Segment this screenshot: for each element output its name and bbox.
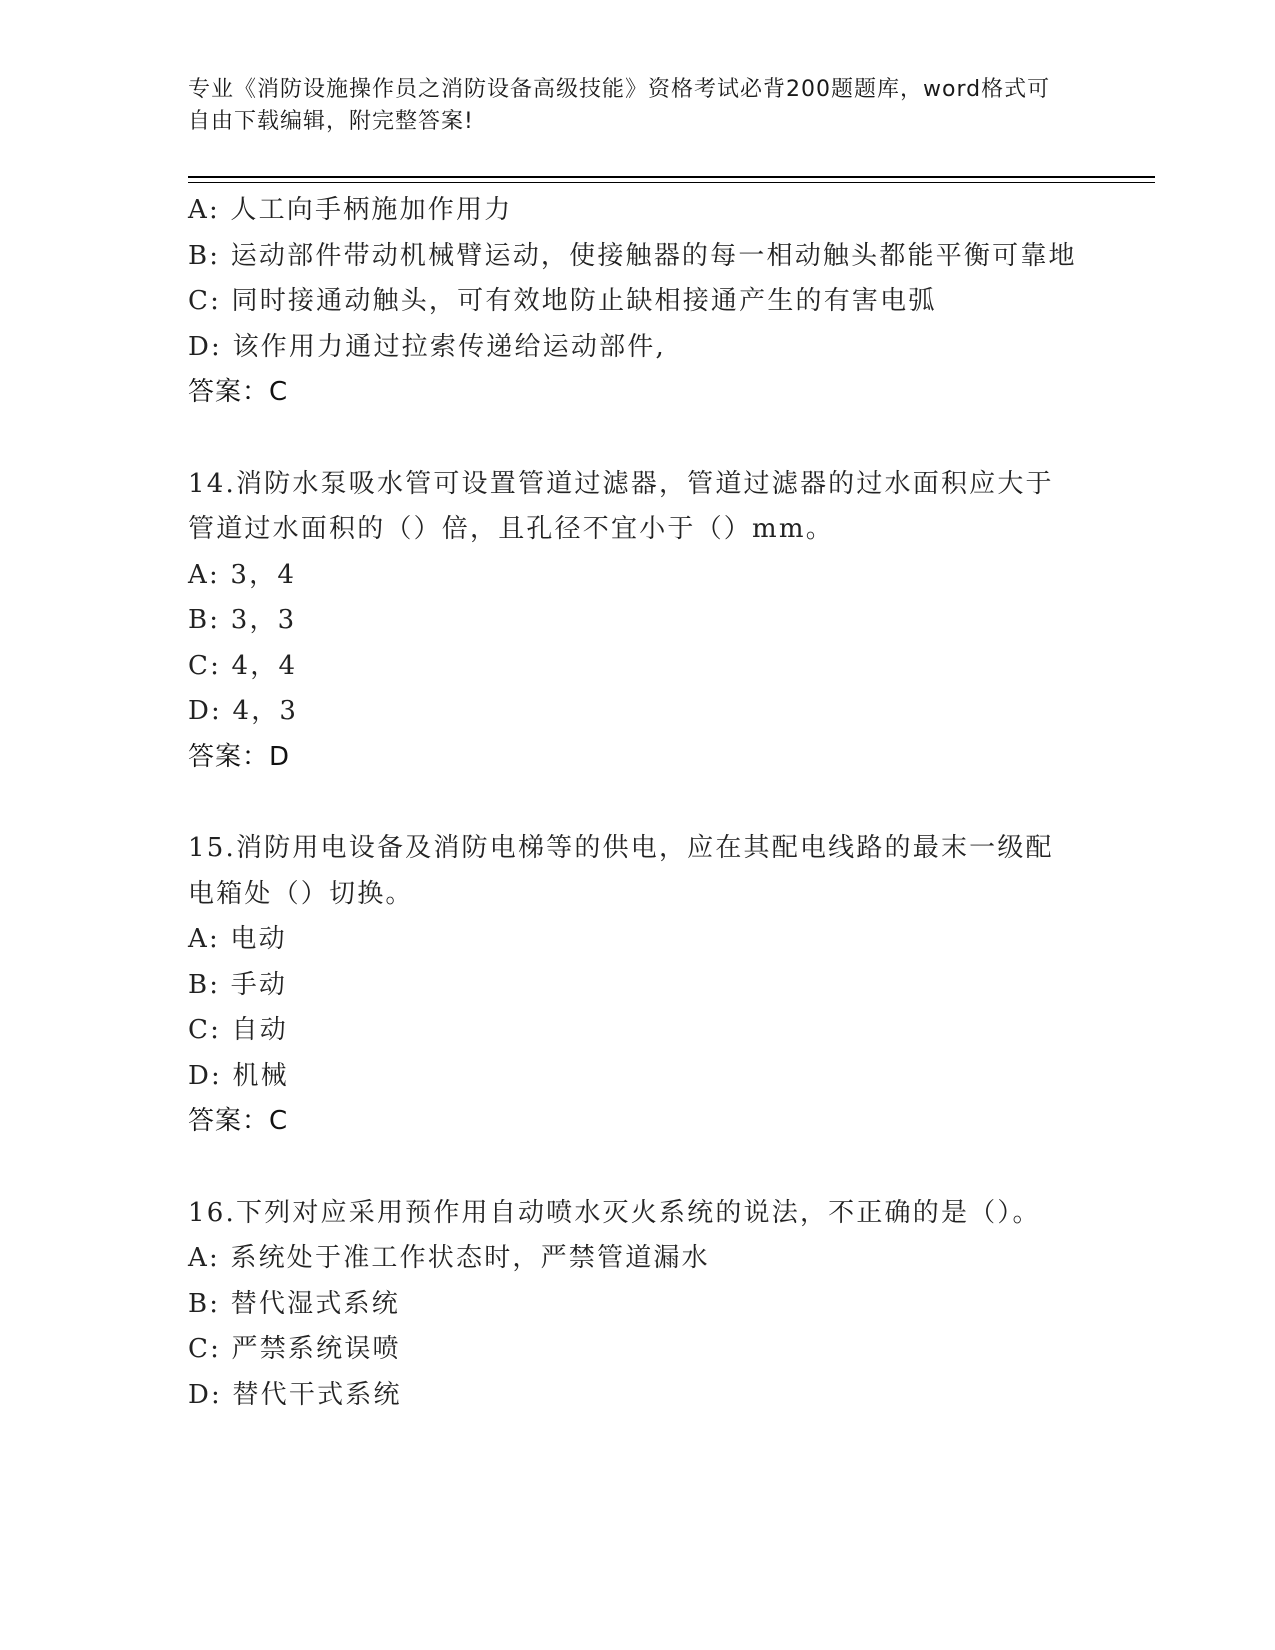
option-c: C: 同时接通动触头，可有效地防止缺相接通产生的有害电弧 [188, 286, 937, 316]
option-b: B: 替代湿式系统 [188, 1288, 400, 1319]
spacer [188, 1145, 1088, 1191]
question-16 [188, 1191, 1088, 1419]
option-d: D: 机械 [188, 1060, 289, 1091]
option-c: C: 4，4 [188, 650, 298, 681]
option-d: D: 替代干式系统 [188, 1379, 402, 1410]
header-divider-thin [188, 182, 1155, 183]
option-a: A: 电动 [188, 924, 287, 954]
option-b: B: 3，3 [188, 605, 297, 635]
answer: 答案：C [188, 377, 289, 407]
spacer [188, 780, 1088, 826]
question-14 [188, 462, 1088, 781]
option-a: A: 系统处于准工作状态时，严禁管道漏水 [188, 1243, 710, 1273]
option-a: A: 人工向手柄施加作用力 [188, 195, 513, 225]
option-a: A: 3，4 [188, 559, 297, 590]
question-15 [188, 826, 1088, 1145]
answer: 答案：D [188, 741, 291, 772]
option-d: D: 4，3 [188, 696, 299, 726]
question-stem: 16.下列对应采用预作用自动喷水灭火系统的说法，不正确的是（）。 [188, 1197, 1041, 1228]
header-divider-thick [188, 176, 1155, 178]
question-13 [188, 188, 1088, 416]
option-b: B: 手动 [188, 969, 288, 1000]
spacer [188, 416, 1088, 462]
question-list [188, 188, 1088, 1418]
option-c: C: 严禁系统误喷 [188, 1334, 401, 1364]
document-header: 专业《消防设施操作员之消防设备高级技能》资格考试必背200题题库，word格式可自由下载编辑，附完整答案! [188, 77, 1051, 134]
answer: 答案：C [188, 1106, 289, 1136]
option-c: C: 自动 [188, 1015, 288, 1045]
option-d: D: 该作用力通过拉索传递给运动部件, [188, 331, 666, 362]
option-b: B: 运动部件带动机械臂运动，使接触器的每一相动触头都能平衡可靠地 [188, 240, 1077, 271]
question-stem: 14.消防水泵吸水管可设置管道过滤器，管道过滤器的过水面积应大于管道过水面积的（）倍，且孔径不宜小于（）mm。 [188, 468, 1054, 544]
question-stem: 15.消防用电设备及消防电梯等的供电，应在其配电线路的最末一级配电箱处（）切换。 [188, 833, 1054, 909]
